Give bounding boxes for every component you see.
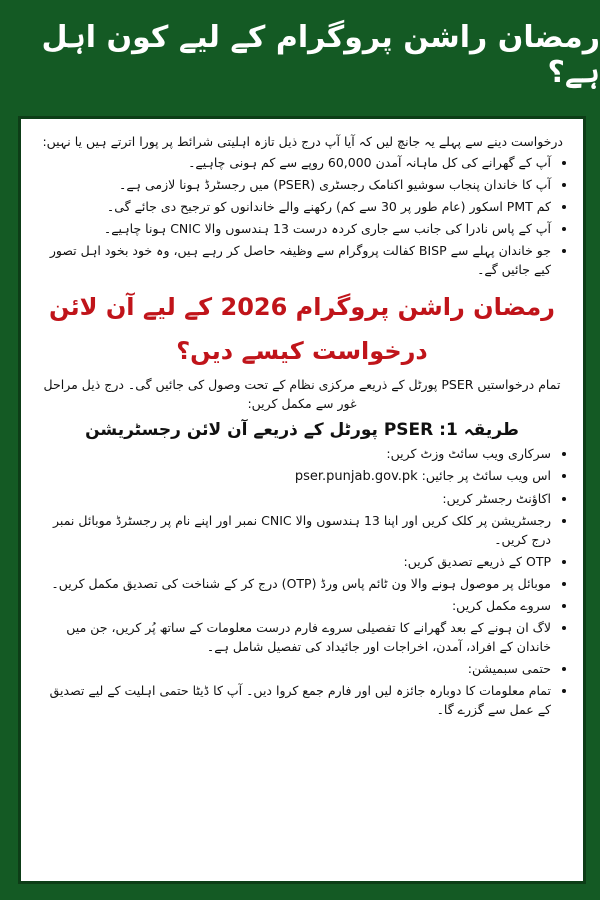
- step-item: • موبائل پر موصول ہونے والا ون ٹائم پاس ورڈ (OTP) درج کر کے شناخت کی تصدیق مکمل کریں۔: [35, 574, 551, 593]
- step-heading: • OTP کے ذریعے تصدیق کریں:: [35, 552, 551, 571]
- step-heading: • سروے مکمل کریں:: [35, 596, 551, 615]
- step-heading: • سرکاری ویب سائٹ وزٹ کریں:: [35, 444, 551, 463]
- eligibility-item: • آپ کا خاندان پنجاب سوشیو اکنامک رجسٹری (PSER) میں رجسٹرڈ ہونا لازمی ہے۔: [35, 175, 551, 194]
- step-item: • لاگ ان ہونے کے بعد گھرانے کا تفصیلی سروے فارم درست معلومات کے ساتھ پُر کریں، جن میں خاندان کے افراد، آمدن، اخراجات اور جائیداد کی تفصیل شامل ہے۔: [35, 618, 551, 656]
- steps-list: [35, 444, 569, 719]
- step-item: [35, 466, 551, 486]
- website-link[interactable]: pser.punjab.gov.pk: [294, 469, 418, 484]
- page-title: رمضان راشن پروگرام کے لیے کون اہل ہے؟: [41, 20, 600, 90]
- step-item-text: اس ویب سائٹ پر جائیں:: [421, 468, 551, 483]
- eligibility-item: • آپ کے گھرانے کی کل ماہانہ آمدن 60,000 روپے سے کم ہونی چاہیے۔: [35, 153, 551, 172]
- method-title: [35, 419, 569, 440]
- apply-paragraph: تمام درخواستیں PSER پورٹل کے ذریعے مرکزی نظام کے تحت وصول کی جائیں گی۔ درج ذیل مراحل غور سے مکمل کریں:: [43, 377, 561, 411]
- step-heading: • حتمی سبمیشن:: [35, 659, 551, 678]
- content-panel: [18, 116, 586, 884]
- header-banner: [0, 0, 600, 110]
- method-title-prefix: طریقہ 1: PSER: [383, 420, 519, 440]
- eligibility-item: • آپ کے پاس نادرا کی جانب سے جاری کردہ درست 13 ہندسوں والا CNIC ہونا چاہیے۔: [35, 219, 551, 238]
- eligibility-item: • جو خاندان پہلے سے BISP کفالت پروگرام سے وظیفہ حاصل کر رہے ہیں، وہ خود بخود اہل تصور کیے جائیں گے۔: [35, 241, 551, 279]
- eligibility-item: • کم PMT اسکور (عام طور پر 30 سے کم) رکھنے والے خاندانوں کو ترجیح دی جائے گی۔: [35, 197, 551, 216]
- eligibility-intro: درخواست دینے سے پہلے یہ جانچ لیں کہ آیا آپ درج ذیل تازہ اہلیتی شرائط پر پورا اترتے ہیں یا نہیں:: [42, 134, 563, 149]
- eligibility-list: [35, 153, 569, 279]
- step-item: • تمام معلومات کا دوبارہ جائزہ لیں اور فارم جمع کروا دیں۔ آپ کا ڈیٹا حتمی اہلیت کے لیے تصدیق کے عمل سے گزرے گا۔: [35, 681, 551, 719]
- apply-heading: رمضان راشن پروگرام 2026 کے لیے آن لائن درخواست کیسے دیں؟: [48, 293, 555, 365]
- method-title-rest: پورٹل کے ذریعے آن لائن رجسٹریشن: [85, 420, 384, 440]
- step-item: • رجسٹریشن پر کلک کریں اور اپنا 13 ہندسوں والا CNIC نمبر اور اپنے نام پر رجسٹرڈ موبائل نمبر درج کریں۔: [35, 511, 551, 549]
- step-heading: • اکاؤنٹ رجسٹر کریں:: [35, 489, 551, 508]
